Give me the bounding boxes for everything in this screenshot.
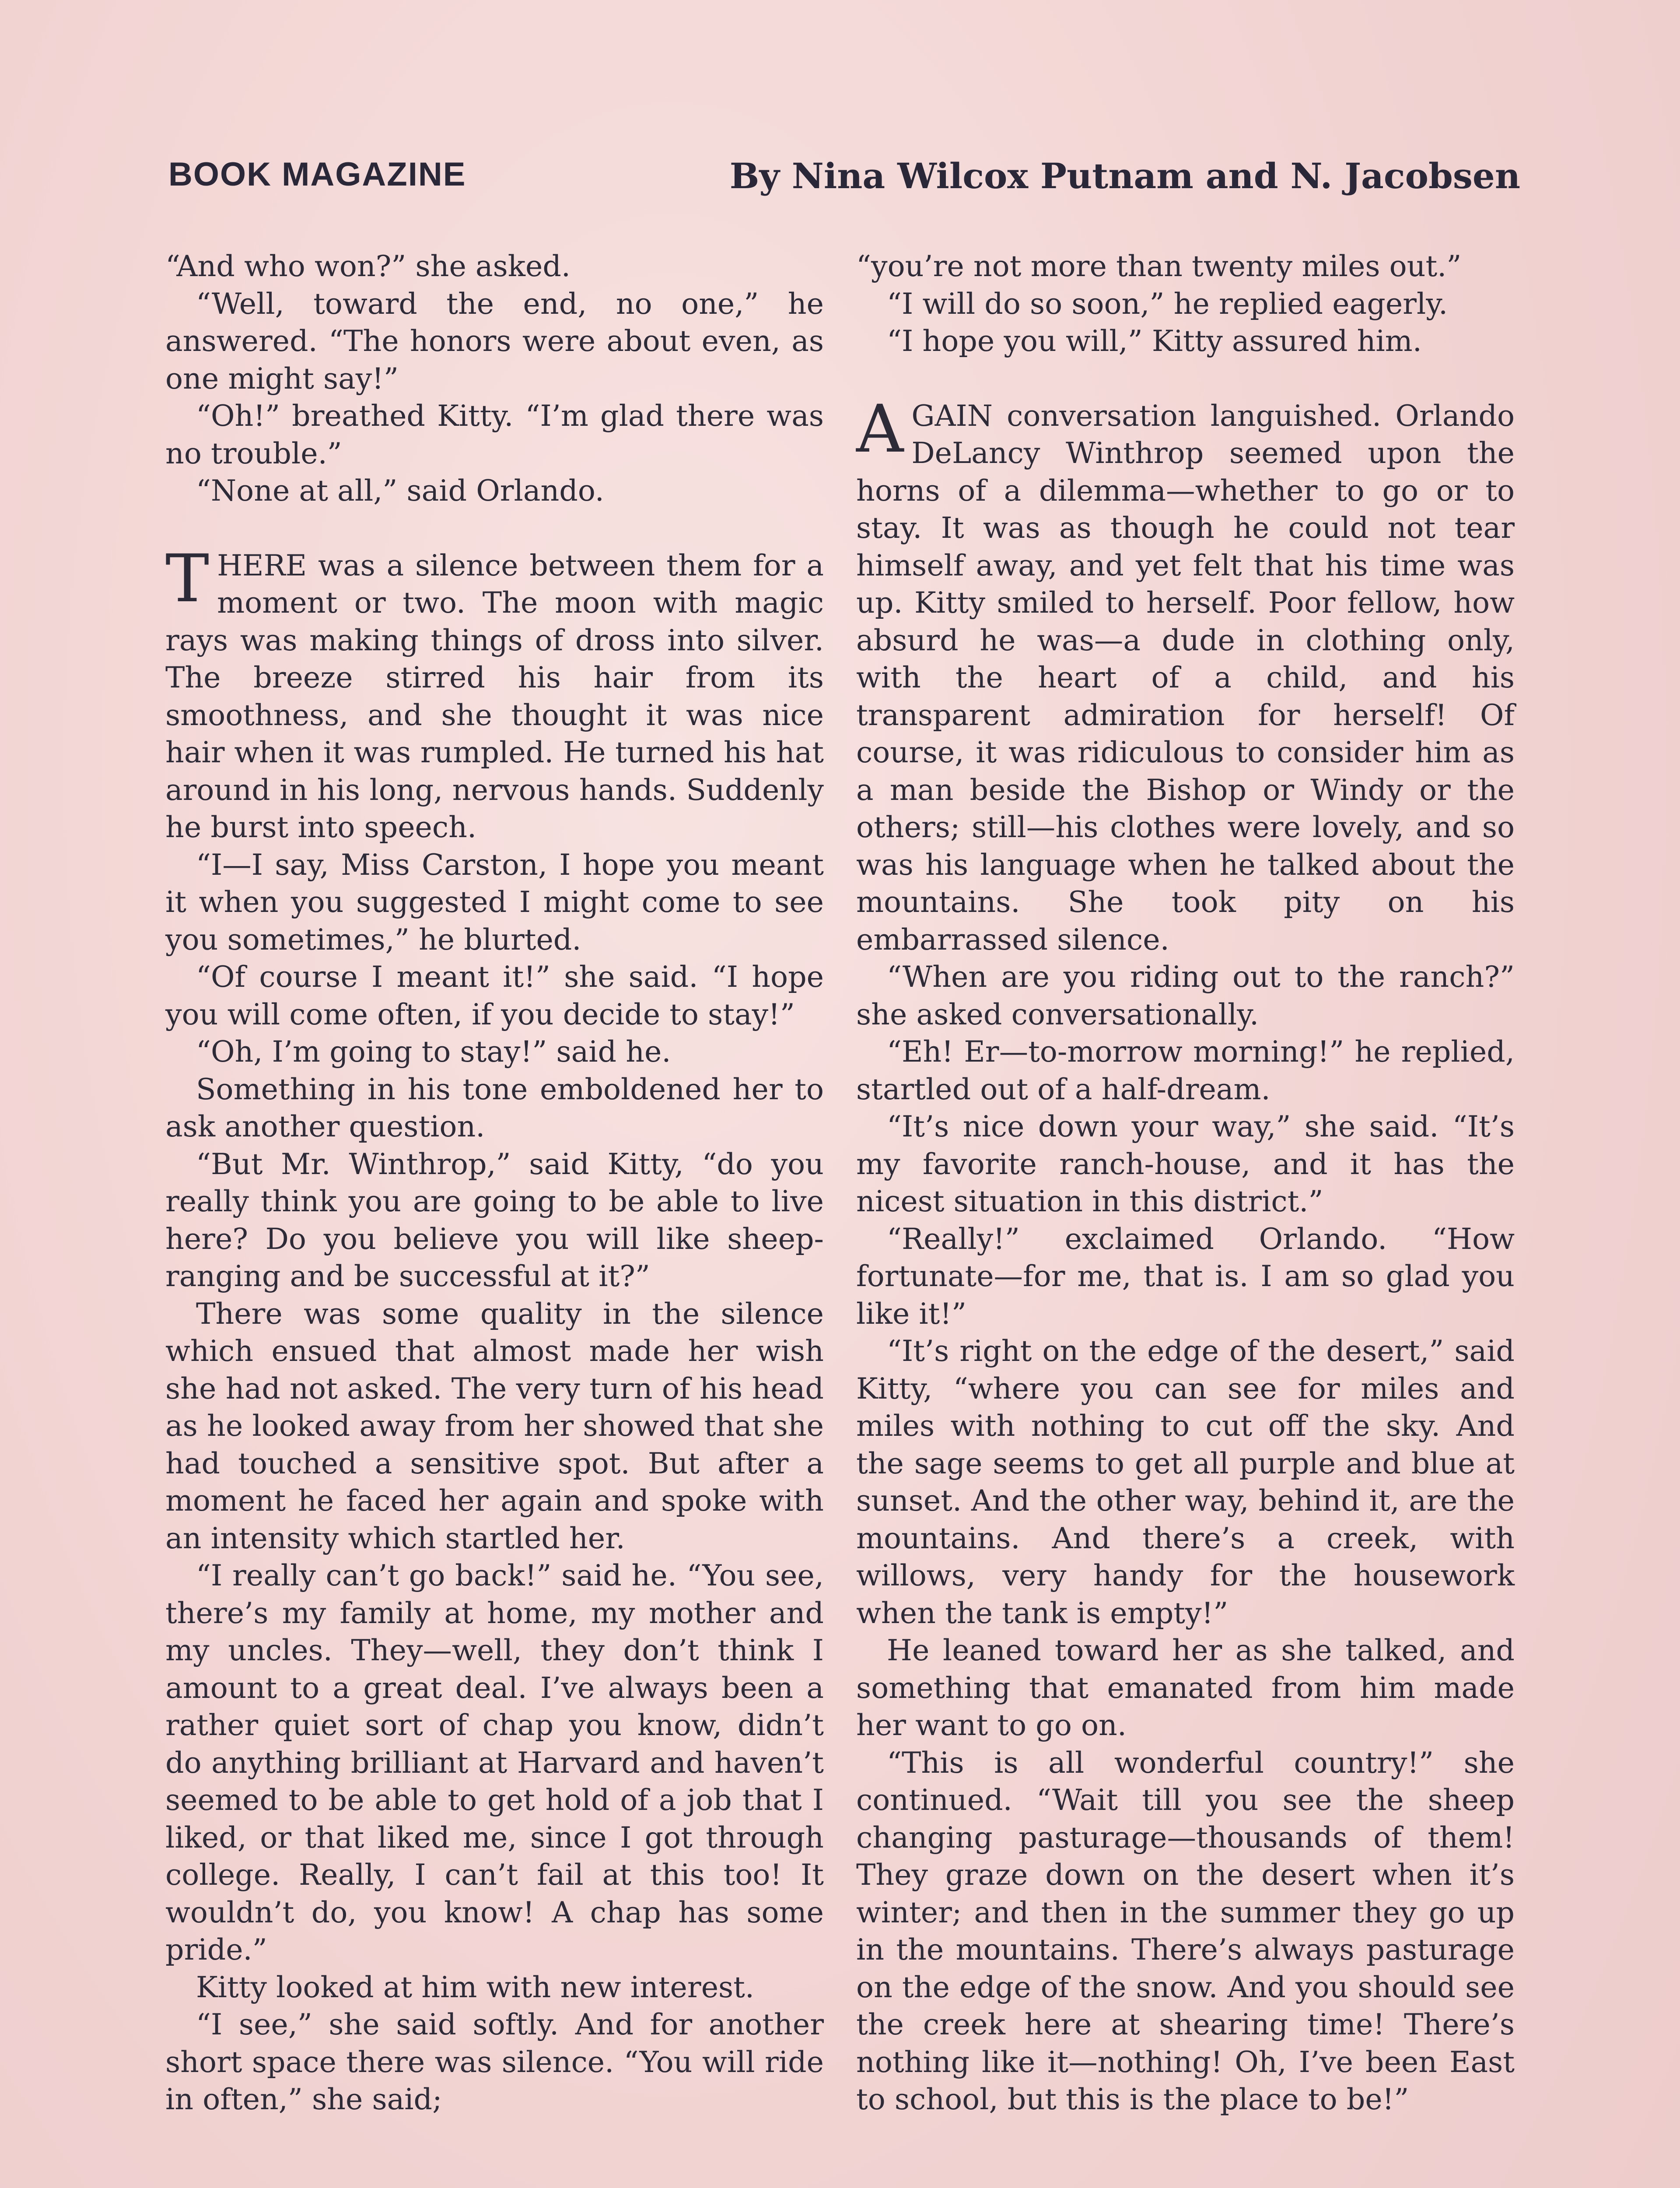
byline: By Nina Wilcox Putnam and N. Jacobsen <box>729 155 1520 196</box>
paragraph: “This is all wonderful country!” she continued. “Wait till you see the sheep changing pasturage—thousands of them! They graze down on the desert when it’s winter; and then in the summer they go up in the mountains. There’s always pasturage on the edge of the snow. And you should see the creek here at shearing time! There’s nothing like it—nothing! Oh, I’ve been East to school, but this is the place to be!” <box>856 1745 1515 2116</box>
paragraph: Kitty looked at him with new interest. <box>196 1970 755 2004</box>
paragraph: “I—I say, Miss Carston, I hope you meant it when you suggested I might come to see you sometimes,” he blurted. <box>165 847 824 957</box>
drop-cap-paragraph <box>856 391 1515 959</box>
paragraph: “Eh! Er—to-morrow morning!” he replied, startled out of a half-dream. <box>856 1034 1515 1106</box>
paragraph-text: GAIN conversation languished. Orlando DeLancy Winthrop seemed upon the horns of a dilemma—whether to go or to stay. It was as though he could not tear himself away, and yet felt that his time was up. Kitty smiled to herself. Poor fellow, how absurd he was—a dude in clothing only, with the heart of a child, and his transparent admiration for herself! Of course, it was ridiculous to consider him as a man beside the Bishop or Windy or the others; still—his clothes were lovely, and so was his language when he talked about the mountains. She took pity on his embarrassed silence. <box>856 398 1515 957</box>
paragraph: There was some quality in the silence which ensued that almost made her wish she had not asked. The very turn of his head as he looked away from her showed that she had touched a sensitive spot. But after a moment he faced her again and spoke with an intensity which startled her. <box>165 1296 824 1555</box>
paragraph: “Of course I meant it!” she said. “I hope you will come often, if you decide to stay!” <box>165 960 824 1031</box>
paragraph: “I see,” she said softly. And for another short space there was silence. “You will ride in often,” she said; <box>165 2007 824 2116</box>
paragraph: “you’re not more than twenty miles out.” <box>856 249 1462 283</box>
magazine-title: BOOK MAGAZINE <box>168 156 466 193</box>
paragraph: “Well, toward the end, no one,” he answered. “The honors were about even, as one might say!” <box>165 286 824 396</box>
paragraph: “None at all,” said Orlando. <box>196 473 604 508</box>
paragraph: “But Mr. Winthrop,” said Kitty, “do you really think you are going to be able to live here? Do you believe you will like sheep-ranging and be successful at it?” <box>165 1147 824 1293</box>
paragraph: “I hope you will,” Kitty assured him. <box>887 324 1422 358</box>
right-column <box>856 248 1515 2118</box>
left-column <box>165 248 824 2118</box>
paragraph: “I will do so soon,” he replied eagerly. <box>887 286 1448 321</box>
drop-cap-paragraph <box>165 540 824 846</box>
paragraph: “When are you riding out to the ranch?” she asked conversationally. <box>856 960 1515 1031</box>
paragraph-text: HERE was a silence between them for a moment or two. The moon with magic rays was making things of dross into silver. The breeze stirred his hair from its smoothness, and she thought it was nice hair when it was rumpled. He turned his hat around in his long, nervous hands. Suddenly he burst into speech. <box>165 548 824 844</box>
paragraph: He leaned toward her as she talked, and something that emanated from him made her want to go on. <box>856 1633 1515 1742</box>
running-header <box>168 155 1520 203</box>
paragraph: “It’s right on the edge of the desert,” said Kitty, “where you can see for miles and miles with nothing to cut off the sky. And the sage seems to get all purple and blue at sunset. And the other way, behind it, are the mountains. And there’s a creek, with willows, very handy for the housework when the tank is empty!” <box>856 1334 1515 1630</box>
paragraph: “Really!” exclaimed Orlando. “How fortunate—for me, that is. I am so glad you like it!” <box>856 1221 1515 1331</box>
paragraph: “Oh!” breathed Kitty. “I’m glad there was no trouble.” <box>165 399 824 470</box>
paragraph: “And who won?” she asked. <box>165 249 571 283</box>
paragraph: “It’s nice down your way,” she said. “It’s my favorite ranch-house, and it has the nicest situation in this district.” <box>856 1109 1515 1218</box>
paragraph: “Oh, I’m going to stay!” said he. <box>196 1034 671 1069</box>
drop-cap: T <box>165 540 210 617</box>
drop-cap: A <box>856 391 904 467</box>
paragraph: Something in his tone emboldened her to ask another question. <box>165 1072 824 1143</box>
paragraph: “I really can’t go back!” said he. “You see, there’s my family at home, my mother and my uncles. They—well, they don’t think I amount to a great deal. I’ve always been a rather quiet sort of chap you know, didn’t do anything brilliant at Harvard and haven’t seemed to be able to get hold of a job that I liked, or that liked me, since I got through college. Really, I can’t fail at this too! It wouldn’t do, you know! A chap has some pride.” <box>165 1558 824 1967</box>
